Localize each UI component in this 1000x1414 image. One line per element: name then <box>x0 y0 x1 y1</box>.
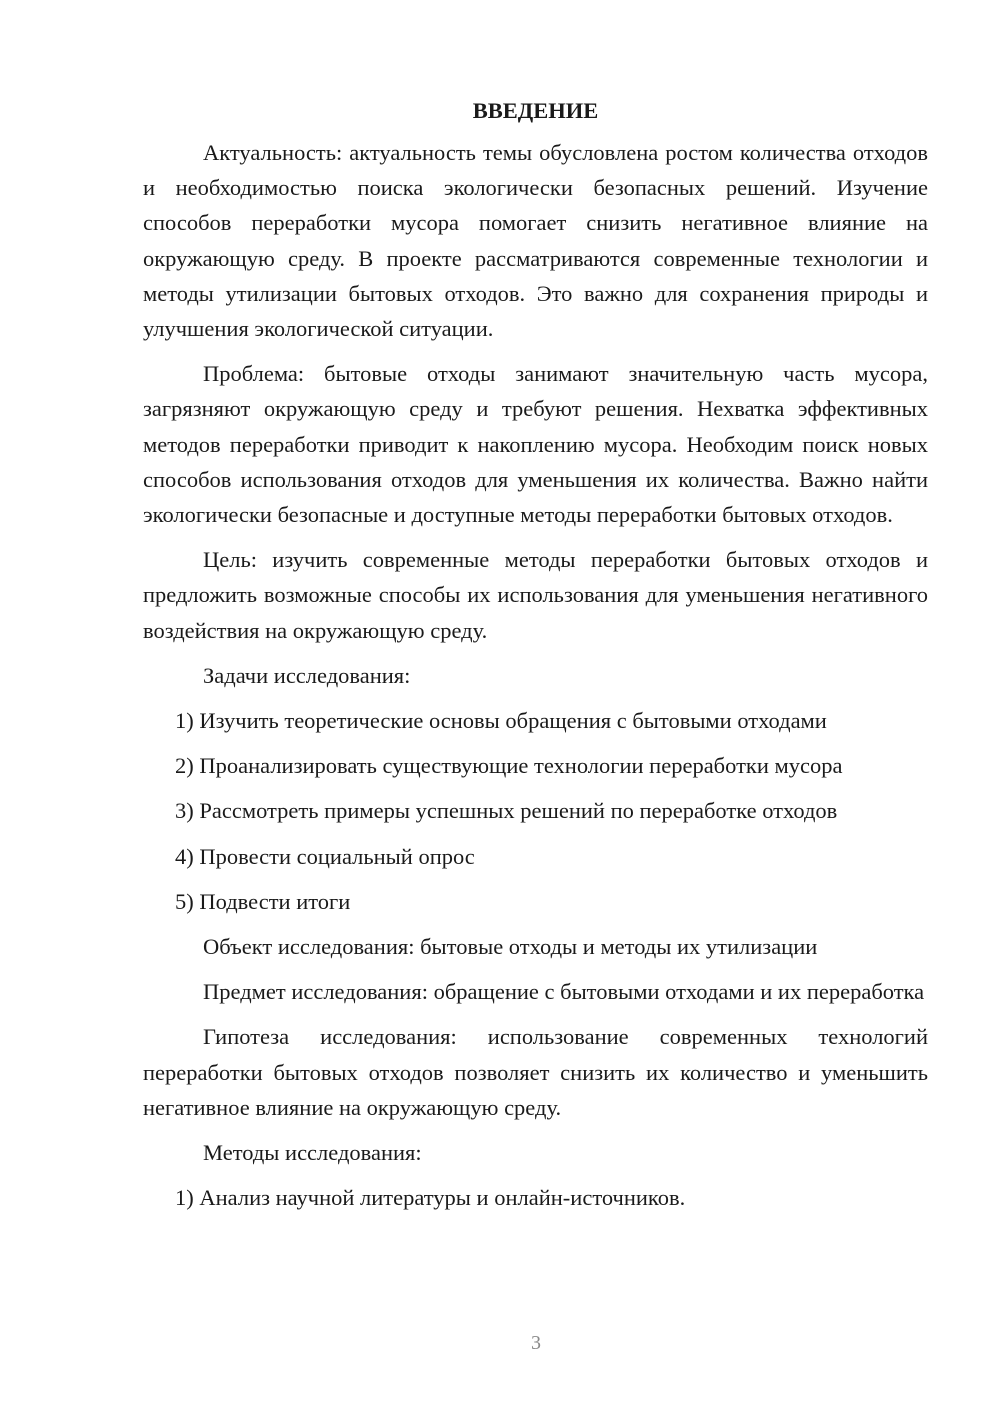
hypothesis-paragraph: Гипотеза исследования: использование современных технологий переработки бытовых отходов позволяет снизить их количество и уменьшить негативное влияние на окружающую среду. <box>143 1024 928 1120</box>
method-item-1: 1) Анализ научной литературы и онлайн-источников. <box>175 1185 686 1211</box>
task-item-5: 5) Подвести итоги <box>175 888 351 914</box>
methods-list <box>143 1180 928 1215</box>
object-line: Объект исследования: бытовые отходы и методы их утилизации <box>203 934 818 960</box>
task-item-4: 4) Провести социальный опрос <box>175 843 475 869</box>
task-item-2: 2) Проанализировать существующие технологии переработки мусора <box>175 753 843 779</box>
page-title: ВВЕДЕНИЕ <box>472 98 599 123</box>
page-number: 3 <box>531 1332 541 1354</box>
tasks-heading: Задачи исследования: <box>203 662 411 688</box>
task-item-3: 3) Рассмотреть примеры успешных решений по переработке отходов <box>175 798 838 824</box>
methods-heading: Методы исследования: <box>203 1140 422 1166</box>
problem-paragraph: Проблема: бытовые отходы занимают значительную часть мусора, загрязняют окружающую среду и требуют решения. Нехватка эффективных методов переработки приводит к накоплению мусора. Необходим поиск новых способов использования отходов для уменьшения их количества. Важно найти экологически безопасные и доступные методы переработки бытовых отходов. <box>143 361 928 528</box>
page-content <box>143 93 928 1225</box>
task-item-1: 1) Изучить теоретические основы обращения с бытовыми отходами <box>175 708 827 734</box>
tasks-list <box>143 703 928 919</box>
relevance-paragraph: Актуальность: актуальность темы обусловлена ростом количества отходов и необходимостью поиска экологически безопасных решений. Изучение способов переработки мусора помогает снизить негативное влияние на окружающую среду. В проекте рассматриваются современные технологии и методы утилизации бытовых отходов. Это важно для сохранения природы и улучшения экологической ситуации. <box>143 140 928 342</box>
goal-paragraph: Цель: изучить современные методы переработки бытовых отходов и предложить возможные способы их использования для уменьшения негативного воздействия на окружающую среду. <box>143 547 928 643</box>
subject-paragraph: Предмет исследования: обращение с бытовыми отходами и их переработка <box>203 979 925 1005</box>
